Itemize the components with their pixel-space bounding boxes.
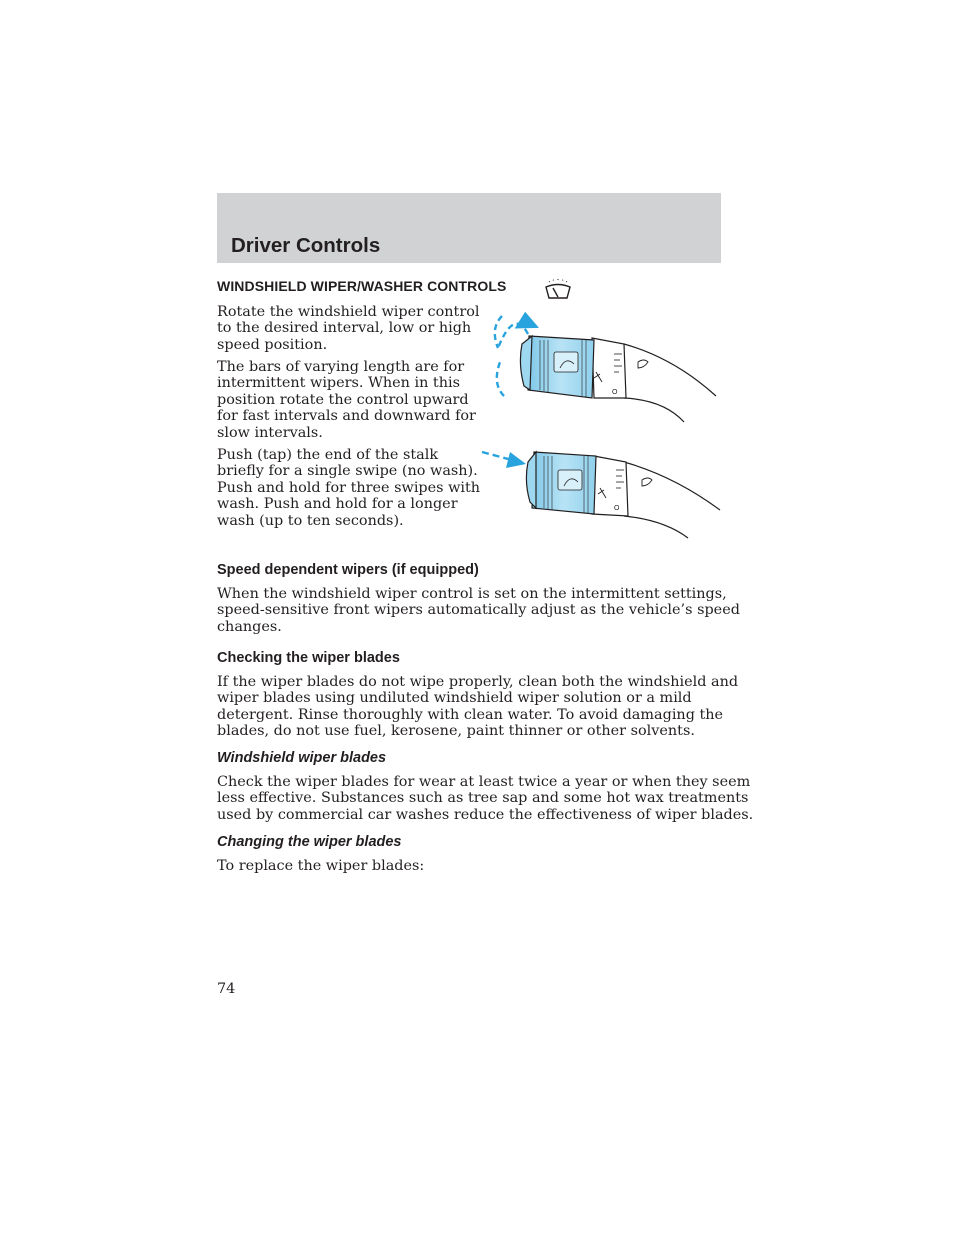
subsection-body-speed-dependent: When the windshield wiper control is set on the intermittent settings, speed-sensitive front wipers automatically adjust as the vehicle’s speed changes. [217, 586, 740, 635]
wiper-stalk-rotate-illustration [495, 311, 716, 422]
section-title: WINDSHIELD WIPER/WASHER CONTROLS [217, 278, 507, 294]
subsection-body-checking: If the wiper blades do not wipe properly, clean both the windshield and wiper blades using undiluted windshield wiper solution or a mild detergent. Rinse thoroughly with clean water. To avoid damaging the blades, do not use fuel, kerosene, paint thinner or other solvents. [217, 674, 739, 740]
chapter-title: Driver Controls [231, 234, 381, 257]
stalk-off-label: O [612, 389, 618, 396]
subsection-body-changing: To replace the wiper blades: [217, 858, 425, 874]
chapter-header-band [217, 193, 721, 263]
page-number: 74 [217, 981, 236, 997]
wiper-stalk-push-illustration [482, 452, 720, 538]
wiper-stalk-figure [474, 298, 724, 543]
paragraph-intermittent: The bars of varying length are for intermittent wipers. When in this position rotate the control upward for fast intervals and downward for slow intervals. [217, 359, 476, 441]
paragraph-rotate: Rotate the windshield wiper control to the desired interval, low or high speed position. [217, 304, 480, 353]
stalk-off-label-2: O [614, 505, 620, 512]
subsection-title-wiper-blades: Windshield wiper blades [217, 750, 387, 766]
paragraph-push: Push (tap) the end of the stalk briefly for a single swipe (no wash). Push and hold for three swipes with wash. Push and hold for a longer wash (up to ten seconds). [217, 447, 481, 529]
subsection-title-changing: Changing the wiper blades [217, 834, 402, 850]
subsection-title-speed-dependent: Speed dependent wipers (if equipped) [217, 562, 479, 578]
subsection-body-wiper-blades: Check the wiper blades for wear at least twice a year or when they seem less effective. Substances such as tree sap and some hot wax treatments used by commercial car washes reduce the effectiveness of wiper blades. [217, 774, 754, 823]
subsection-title-checking: Checking the wiper blades [217, 650, 400, 666]
